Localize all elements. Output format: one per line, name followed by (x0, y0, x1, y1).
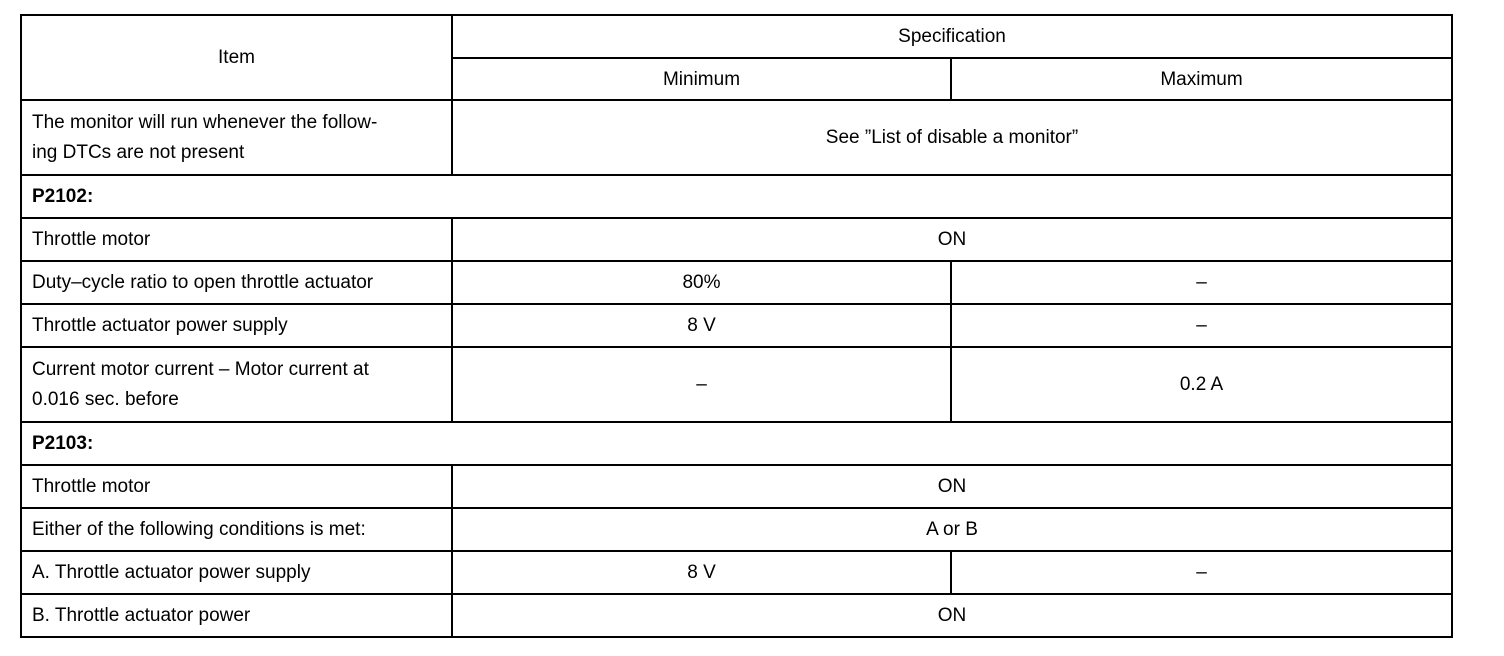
table-row (21, 465, 1452, 508)
section-title-p2103: P2103: (21, 422, 1452, 465)
header-row (21, 15, 1452, 58)
header-specification: Specification (452, 15, 1452, 58)
header-maximum: Maximum (951, 58, 1452, 100)
min-cell: 8 V (452, 304, 951, 347)
item-text-line: Current motor current – Motor current at (32, 358, 369, 380)
item-cell: Throttle motor (21, 218, 452, 261)
max-cell: 0.2 A (951, 347, 1452, 422)
section-row (21, 422, 1452, 465)
item-cell: Either of the following conditions is met: (21, 508, 452, 551)
item-cell: A. Throttle actuator power supply (21, 551, 452, 594)
table-row (21, 347, 1452, 422)
max-cell: – (951, 304, 1452, 347)
spec-cell: ON (452, 218, 1452, 261)
spec-cell: A or B (452, 508, 1452, 551)
spec-cell: ON (452, 594, 1452, 637)
item-cell: B. Throttle actuator power (21, 594, 452, 637)
spec-cell: See ”List of disable a monitor” (452, 100, 1452, 175)
section-title-p2102: P2102: (21, 175, 1452, 218)
specification-table (20, 14, 1453, 638)
item-cell: Throttle actuator power supply (21, 304, 452, 347)
section-row (21, 175, 1452, 218)
table-row (21, 508, 1452, 551)
table-row (21, 304, 1452, 347)
table-row (21, 100, 1452, 175)
item-text-line: 0.016 sec. before (32, 388, 179, 410)
max-cell: – (951, 261, 1452, 304)
min-cell: 80% (452, 261, 951, 304)
table-row (21, 594, 1452, 637)
item-cell: Duty–cycle ratio to open throttle actuator (21, 261, 452, 304)
item-text-line: The monitor will run whenever the follow- (32, 111, 378, 133)
header-minimum: Minimum (452, 58, 951, 100)
spec-cell: ON (452, 465, 1452, 508)
min-cell: 8 V (452, 551, 951, 594)
item-cell (21, 347, 452, 422)
item-cell (21, 100, 452, 175)
max-cell: – (951, 551, 1452, 594)
table-row (21, 551, 1452, 594)
header-item: Item (21, 15, 452, 100)
min-cell: – (452, 347, 951, 422)
table-row (21, 261, 1452, 304)
item-text-line: ing DTCs are not present (32, 141, 245, 163)
table-row (21, 218, 1452, 261)
item-cell: Throttle motor (21, 465, 452, 508)
